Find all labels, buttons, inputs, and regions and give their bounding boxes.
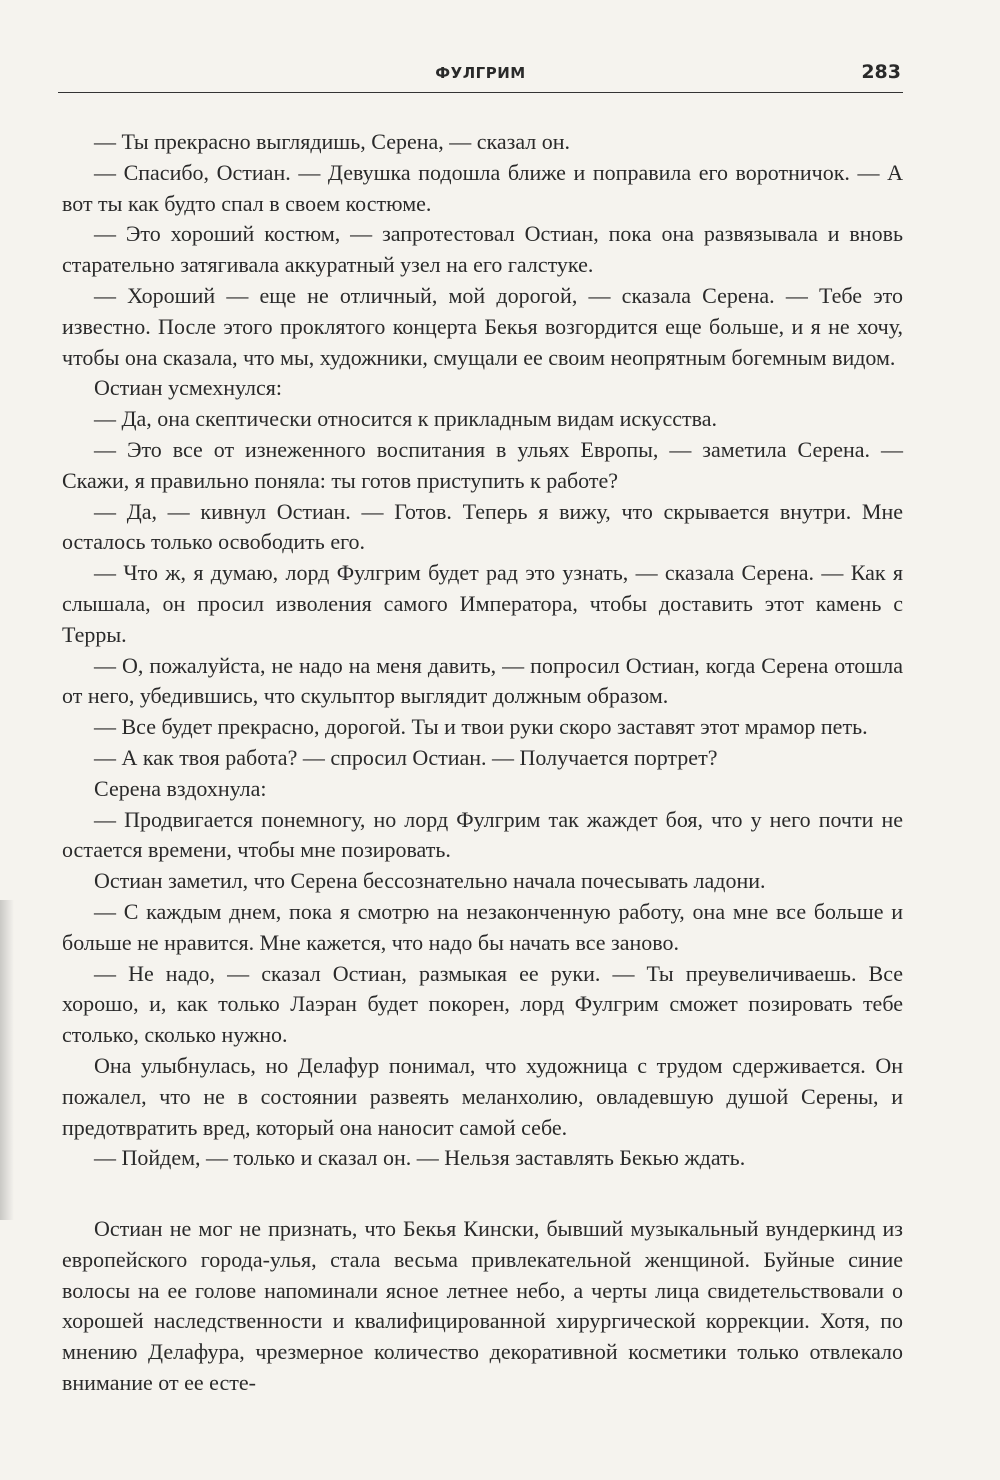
paragraph: Она улыбнулась, но Делафур понимал, что художница с трудом сдерживается. Он пожалел, что не в состоянии развеять меланхолию, овладевшую душой Серены, и предотвратить вред, который она наносит самой себе.	[62, 1052, 903, 1140]
paragraph: — Продвигается понемногу, но лорд Фулгрим так жаждет боя, что у него почти не остается времени, чтобы мне позировать.	[62, 806, 903, 863]
page-shadow-edge	[0, 900, 14, 1220]
paragraph: — Ты прекрасно выглядишь, Серена, — сказал он.	[94, 129, 571, 154]
paragraph: Остиан усмехнулся:	[94, 375, 283, 401]
paragraph: Остиан заметил, что Серена бессознательно начала почесывать ладони.	[94, 868, 766, 894]
paragraph: — Да, она скептически относится к прикладным видам искусства.	[94, 406, 717, 432]
paragraph-section-start: Остиан не мог не признать, что Бекья Кински, бывший музыкальный вундеркинд из европейского города-улья, стала весьма привлекательной женщиной. Буйные синие волосы на ее голове напоминали ясное летнее небо, а черты лица свидетельствовали о хорошей наследственности и квалифицированной хирургической коррекции. Хотя, по мнению Делафура, чрезмерное количество декоративной косметики только отвлекало внимание от ее есте-	[62, 1216, 903, 1396]
paragraph: — Не надо, — сказал Остиан, размыкая ее руки. — Ты преувеличиваешь. Все хорошо, и, как только Лаэран будет покорен, лорд Фулгрим сможет позировать тебе столько, сколько нужно.	[62, 960, 903, 1048]
paragraph: — О, пожалуйста, не надо на меня давить, — попросил Остиан, когда Серена отошла от него, убедившись, что скульптор выглядит должным образом.	[62, 652, 903, 709]
paragraph: Серена вздохнула:	[94, 775, 267, 801]
paragraph: — Спасибо, Остиан. — Девушка подошла ближе и поправила его воротничок. — А вот ты как будто спал в своем костюме.	[62, 159, 903, 216]
book-title: ФУЛГРИМ	[435, 64, 526, 82]
running-header	[58, 58, 903, 93]
paragraph: — Это хороший костюм, — запротестовал Остиан, пока она развязывала и вновь старательно затягивала аккуратный узел на его галстуке.	[62, 221, 903, 278]
body-text	[62, 127, 903, 1399]
paragraph: — Все будет прекрасно, дорогой. Ты и твои руки скоро заставят этот мрамор петь.	[94, 714, 868, 740]
paragraph: — Да, — кивнул Остиан. — Готов. Теперь я вижу, что скрывается внутри. Мне осталось только освободить его.	[62, 498, 903, 555]
paragraph: — Пойдем, — только и сказал он. — Нельзя заставлять Бекью ждать.	[94, 1145, 746, 1171]
paragraph: — Это все от изнеженного воспитания в ульях Европы, — заметила Серена. — Скажи, я правильно поняла: ты готов приступить к работе?	[62, 436, 903, 493]
paragraph: — Хороший — еще не отличный, мой дорогой, — сказала Серена. — Тебе это известно. После этого проклятого концерта Бекья возгордится еще больше, и я не хочу, чтобы она сказала, что мы, художники, смущали ее своим неопрятным богемным видом.	[62, 282, 903, 370]
paragraph: — Что ж, я думаю, лорд Фулгрим будет рад это узнать, — сказала Серена. — Как я слышала, он просил изволения самого Императора, чтобы доставить этот камень с Терры.	[62, 560, 903, 647]
paragraph: — А как твоя работа? — спросил Остиан. — Получается портрет?	[94, 744, 718, 770]
page-number: 283	[861, 61, 901, 83]
paragraph: — С каждым днем, пока я смотрю на незаконченную работу, она мне все больше и больше не нравится. Мне кажется, что надо бы начать все заново.	[62, 898, 903, 955]
